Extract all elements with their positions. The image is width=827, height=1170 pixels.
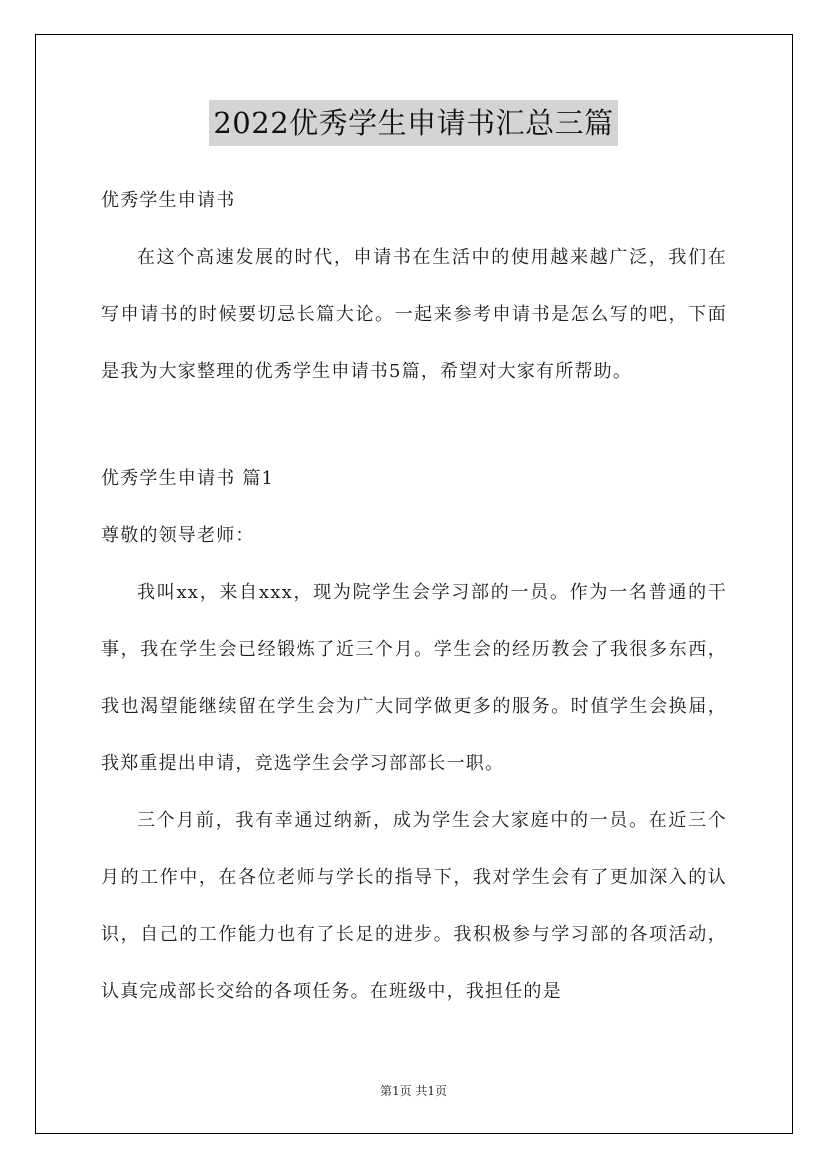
section-heading: 优秀学生申请书 xyxy=(101,190,236,211)
article-heading: 优秀学生申请书 篇1 xyxy=(101,468,275,489)
body-paragraph-2: 三个月前，我有幸通过纳新，成为学生会大家庭中的一员。在近三个月的工作中，在各位老师与学长的指导下，我对学生会有了更加深入的认识，自己的工作能力也有了长足的进步。我积极参与学习部的各项活动，认真完成部长交给的各项任务。在班级中，我担任的是 xyxy=(101,810,727,1002)
document-body xyxy=(101,172,727,1020)
body-paragraph-1: 我叫xx，来自xxx，现为院学生会学习部的一员。作为一名普通的干事，我在学生会已经锻炼了近三个月。学生会的经历教会了我很多东西，我也渴望能继续留在学生会为广大同学做更多的服务。时值学生会换届，我郑重提出申请，竞选学生会学习部部长一职。 xyxy=(101,582,727,774)
document-title: 2022优秀学生申请书汇总三篇 xyxy=(209,100,617,146)
spacer xyxy=(101,400,727,450)
page-footer: 第1页 共1页 xyxy=(379,1084,448,1098)
salutation: 尊敬的领导老师： xyxy=(101,525,255,546)
title-container xyxy=(0,100,827,146)
intro-paragraph: 在这个高速发展的时代，申请书在生活中的使用越来越广泛，我们在写申请书的时候要切忌长篇大论。一起来参考申请书是怎么写的吧，下面是我为大家整理的优秀学生申请书5篇，希望对大家有所帮助。 xyxy=(101,247,727,382)
